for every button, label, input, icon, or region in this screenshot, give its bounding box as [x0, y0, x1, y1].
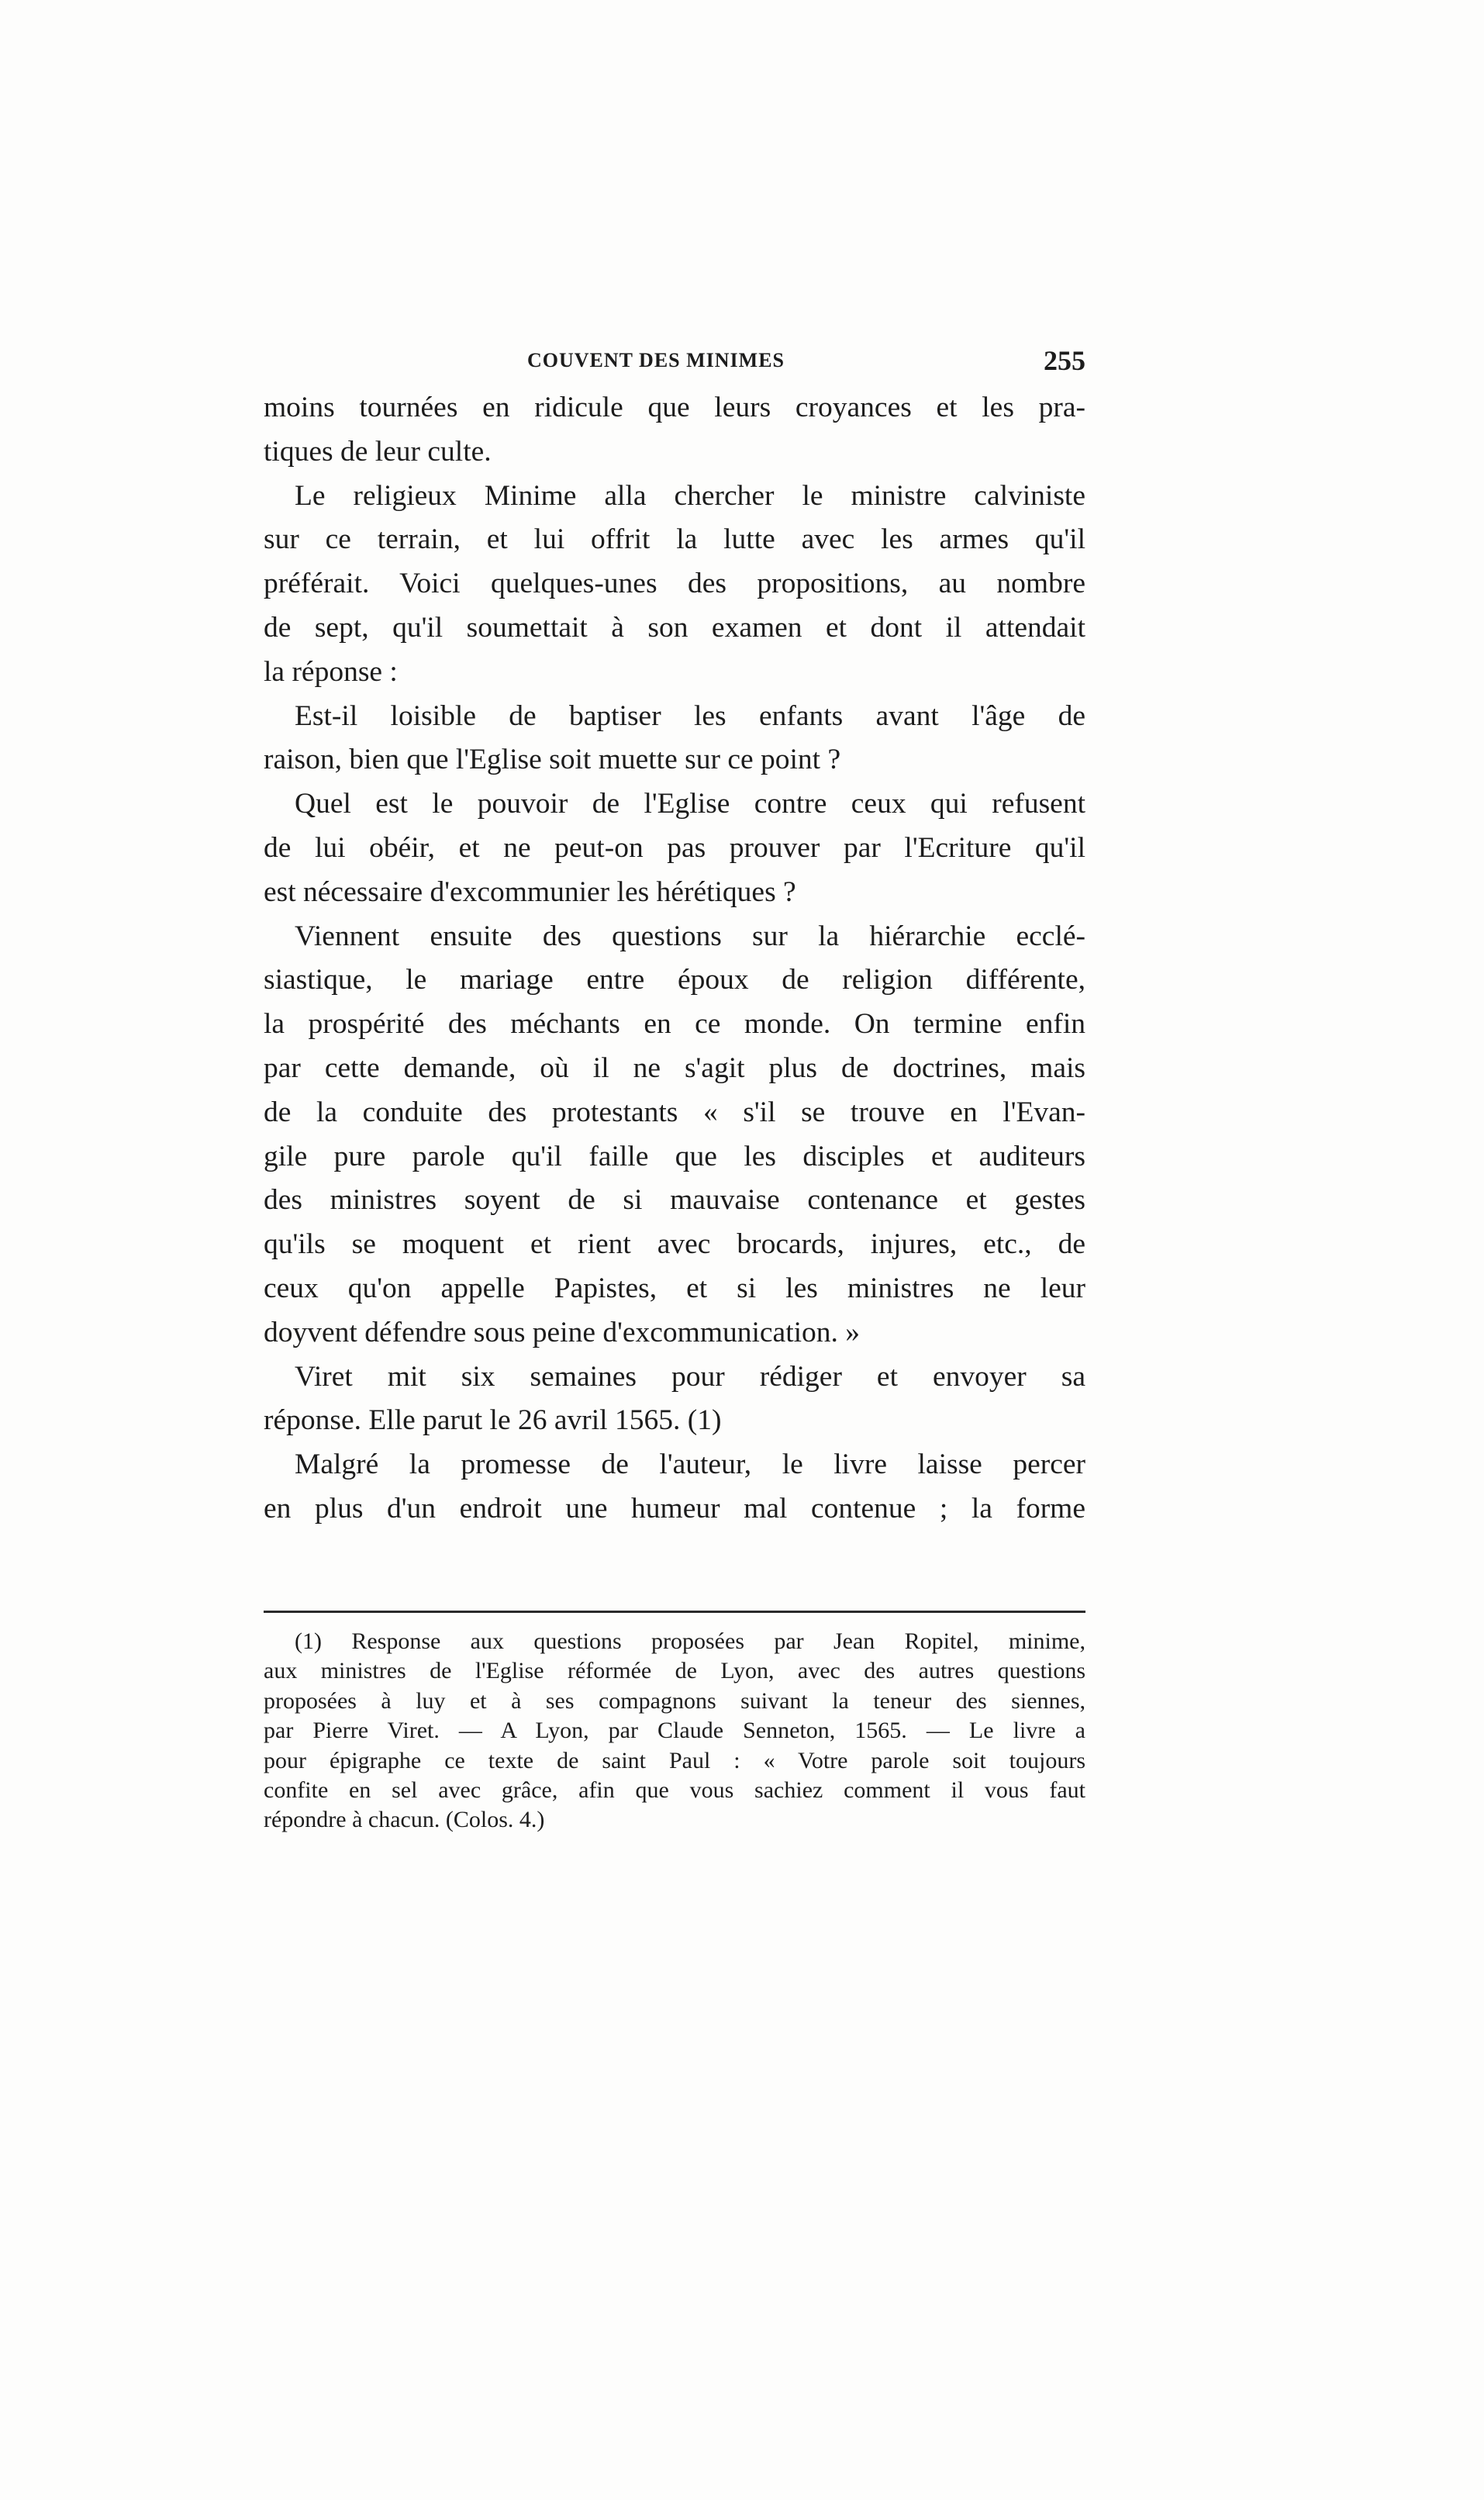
- body-line: ceux qu'on appelle Papistes, et si les ministres ne leur: [264, 1272, 1085, 1304]
- body-line: des ministres soyent de si mauvaise contenance et gestes: [264, 1184, 1085, 1217]
- body-line: sur ce terrain, et lui offrit la lutte avec les armes qu'il: [264, 523, 1085, 556]
- running-head: [264, 341, 1085, 388]
- footnote-line: proposées à luy et à ses compagnons suivant la teneur des siennes,: [264, 1687, 1085, 1714]
- body-line: la prospérité des méchants en ce monde. On termine enfin: [264, 1008, 1085, 1041]
- body-line: qu'ils se moquent et rient avec brocards, injures, etc., de: [264, 1228, 1085, 1261]
- footnote-line: pour épigraphe ce texte de saint Paul : « Votre parole soit toujours: [264, 1747, 1085, 1773]
- footnote: [264, 1627, 1085, 1835]
- footnote-line: par Pierre Viret. — A Lyon, par Claude Senneton, 1565. — Le livre a: [264, 1718, 1085, 1744]
- footnote-line: aux ministres de l'Eglise réformée de Lyon, avec des autres questions: [264, 1658, 1085, 1684]
- body-line: tiques de leur culte.: [264, 435, 492, 468]
- body-line: par cette demande, où il ne s'agit plus de doctrines, mais: [264, 1051, 1085, 1084]
- body-line: de sept, qu'il soumettait à son examen et dont il attendait: [264, 611, 1085, 644]
- body-line: Le religieux Minime alla chercher le ministre calviniste: [295, 479, 1085, 512]
- body-line: de lui obéir, et ne peut-on pas prouver par l'Ecriture qu'il: [264, 831, 1085, 864]
- body-line: raison, bien que l'Eglise soit muette sur ce point ?: [264, 744, 841, 776]
- body-line: réponse. Elle parut le 26 avril 1565. (1): [264, 1404, 722, 1437]
- body-line: Quel est le pouvoir de l'Eglise contre ceux qui refusent: [295, 788, 1085, 820]
- body-text: [264, 386, 1085, 1531]
- body-line: Est-il loisible de baptiser les enfants avant l'âge de: [295, 699, 1085, 732]
- body-line: siastique, le mariage entre époux de religion différente,: [264, 964, 1085, 996]
- body-line: en plus d'un endroit une humeur mal contenue ; la forme: [264, 1492, 1085, 1525]
- body-line: Malgré la promesse de l'auteur, le livre laisse percer: [295, 1449, 1085, 1481]
- body-line: doyvent défendre sous peine d'excommunication. »: [264, 1316, 861, 1348]
- body-line: gile pure parole qu'il faille que les disciples et auditeurs: [264, 1140, 1085, 1172]
- footnote-line: confite en sel avec grâce, afin que vous sachiez comment il vous faut: [264, 1777, 1085, 1804]
- body-line: Viret mit six semaines pour rédiger et envoyer sa: [295, 1360, 1085, 1393]
- body-line: moins tournées en ridicule que leurs croyances et les pra-: [264, 392, 1085, 423]
- body-line: est nécessaire d'excommunier les hérétiques ?: [264, 875, 796, 908]
- footnote-line: (1) Response aux questions proposées par Jean Ropitel, minime,: [295, 1628, 1085, 1654]
- footnote-rule: [264, 1611, 1085, 1613]
- body-line: la réponse :: [264, 655, 398, 688]
- body-line: Viennent ensuite des questions sur la hiérarchie ecclé-: [295, 920, 1085, 952]
- body-line: de la conduite des protestants « s'il se trouve en l'Evan-: [264, 1096, 1085, 1128]
- running-title: COUVENT DES MINIMES: [527, 349, 785, 371]
- footnote-line: répondre à chacun. (Colos. 4.): [264, 1807, 545, 1833]
- page-number: 255: [1044, 345, 1085, 376]
- body-line: préférait. Voici quelques-unes des propositions, au nombre: [264, 568, 1085, 600]
